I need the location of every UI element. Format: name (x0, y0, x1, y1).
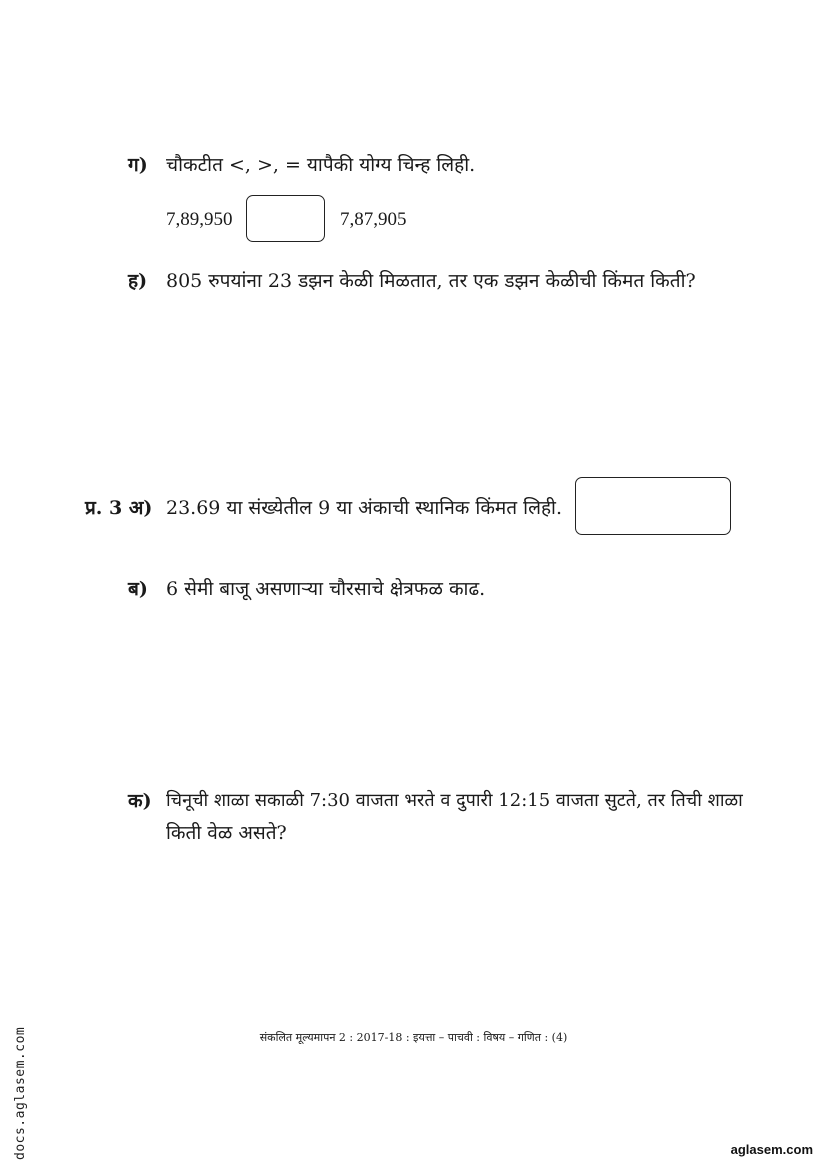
question-g-right-number: 7,87,905 (340, 209, 407, 230)
question-b-label: ब) (128, 578, 148, 600)
question-k-line-1: चिनूची शाळा सकाळी 7:30 वाजता भरते व दुपारी 12:15 वाजता सुटते, तर तिची शाळा (166, 790, 743, 811)
question-3a-answer-box[interactable] (575, 477, 731, 535)
question-k-line-2: किती वेळ असते? (166, 822, 287, 844)
question-h-text: 805 रुपयांना 23 डझन केळी मिळतात, तर एक डझन केळीची किंमत किती? (166, 270, 696, 292)
question-g-label: ग) (128, 154, 148, 176)
question-g-left-number: 7,89,950 (166, 209, 233, 230)
question-3a-text: 23.69 या संख्येतील 9 या अंकाची स्थानिक किंमत लिही. (166, 497, 562, 519)
question-3a-label: प्र. 3 अ) (85, 497, 153, 519)
question-g-answer-box[interactable] (246, 195, 325, 242)
question-g-text: चौकटीत <, >, = यापैकी योग्य चिन्ह लिही. (166, 154, 476, 176)
question-k-label: क) (128, 790, 152, 812)
question-h-label: ह) (128, 270, 148, 292)
page-footer: संकलित मूल्यमापन 2 : 2017-18 : इयत्ता – पाचवी : विषय – गणित : (4) (259, 1031, 568, 1044)
question-b-text: 6 सेमी बाजू असणाऱ्या चौरसाचे क्षेत्रफळ काढ. (166, 578, 486, 600)
brand-watermark: aglasem.com (730, 1142, 813, 1157)
side-watermark: docs.aglasem.com (13, 1026, 28, 1160)
